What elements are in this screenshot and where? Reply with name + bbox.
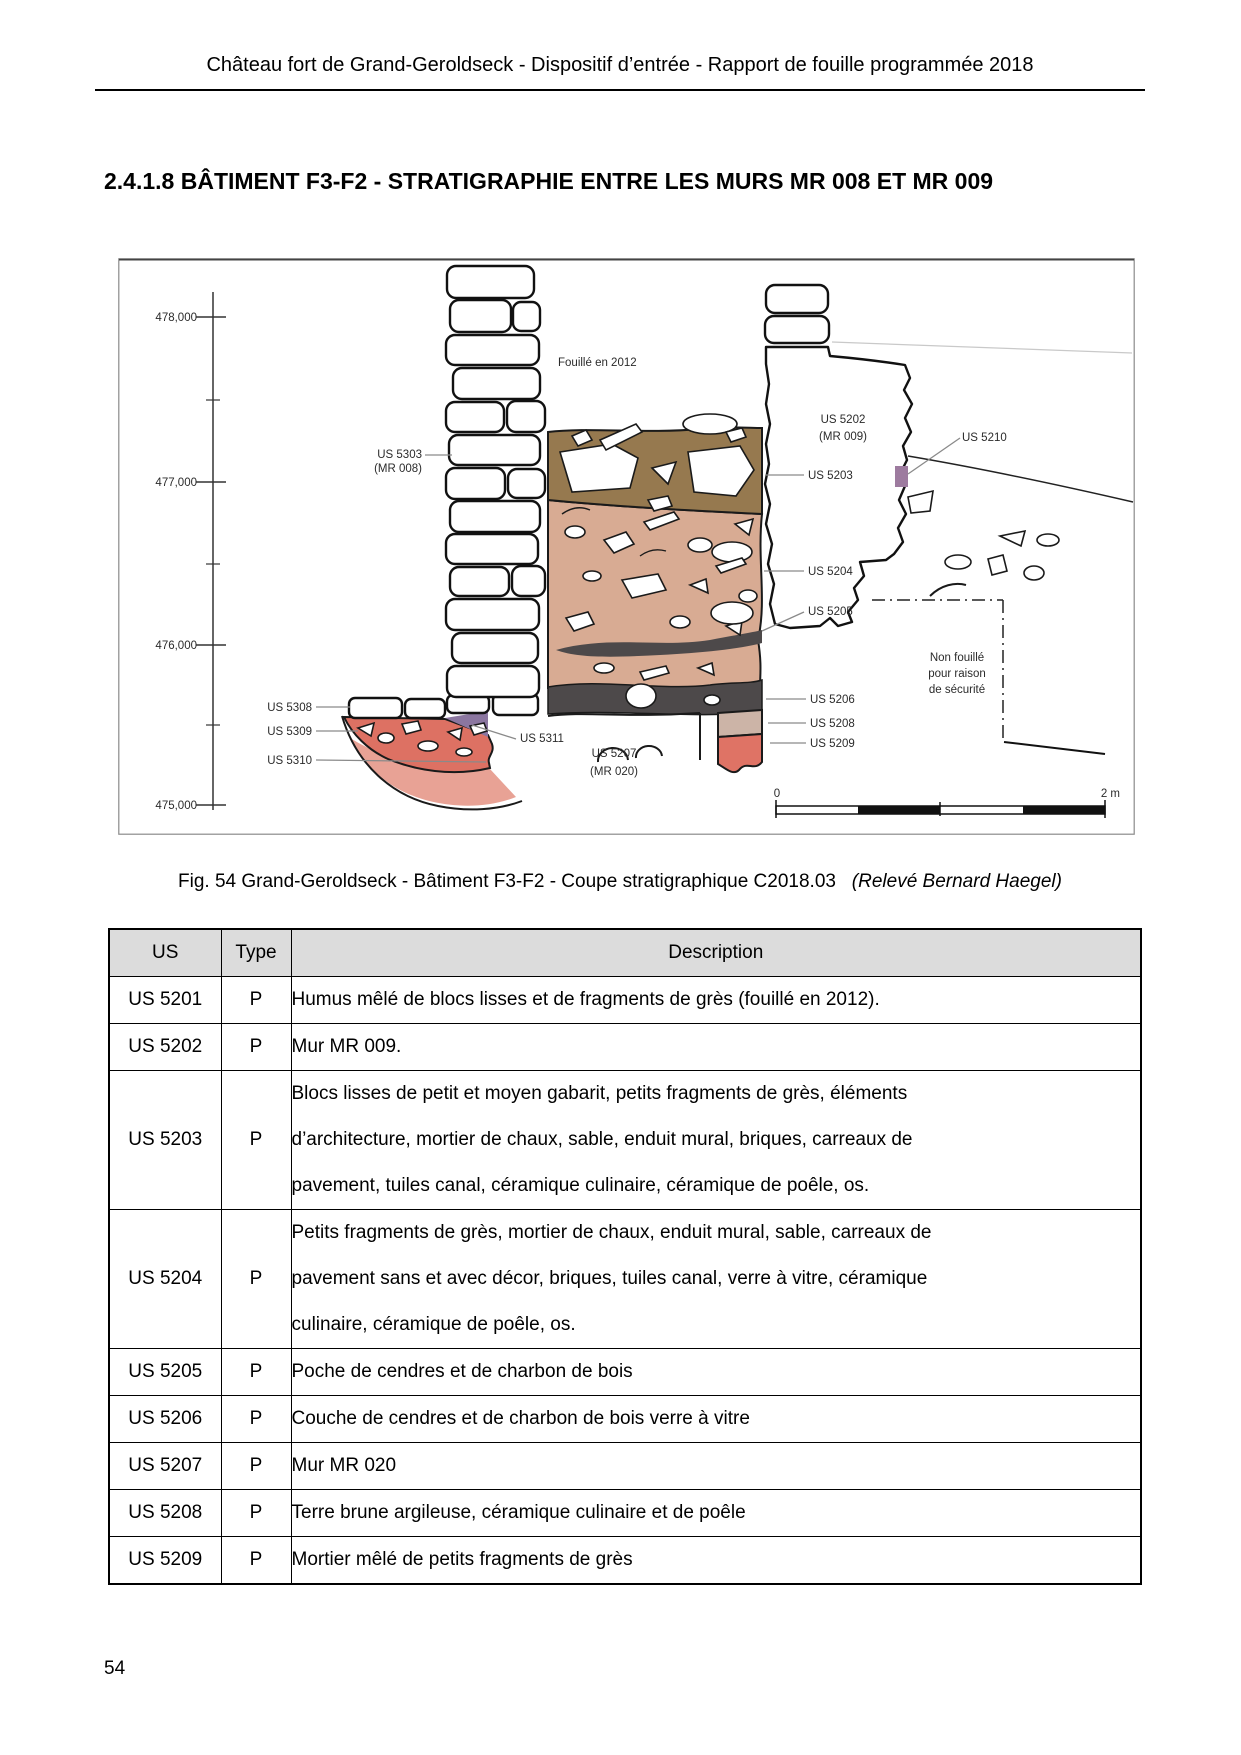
scale-max-label: 2 m <box>1100 788 1120 800</box>
description-cell: Mur MR 009. <box>291 1024 1141 1071</box>
wall-mr008 <box>446 266 545 697</box>
us-cell: US 5207 <box>109 1443 221 1490</box>
table-row <box>109 1024 1141 1071</box>
label-us5204: US 5204 <box>808 566 853 578</box>
us-description-table <box>108 928 1142 1585</box>
type-cell: P <box>221 1071 291 1210</box>
label-us5207: US 5207 <box>591 748 637 760</box>
stratum-us5208 <box>718 710 762 737</box>
elevation-label-476: 476,000 <box>155 640 197 652</box>
us-cell: US 5206 <box>109 1396 221 1443</box>
table-row <box>109 1349 1141 1396</box>
table-row <box>109 1071 1141 1210</box>
running-header: Château fort de Grand-Geroldseck - Dispositif d’entrée - Rapport de fouille programmée 2018 <box>206 54 1034 76</box>
table-header-row <box>109 929 1141 977</box>
description-cell: Couche de cendres et de charbon de bois verre à vitre <box>291 1396 1141 1443</box>
table-row <box>109 1396 1141 1443</box>
table-row <box>109 1490 1141 1537</box>
label-non-fouille-3: de sécurité <box>928 684 986 696</box>
label-us5205: US 5205 <box>808 606 853 618</box>
description-cell: Mortier mêlé de petits fragments de grès <box>291 1537 1141 1585</box>
type-cell: P <box>221 1443 291 1490</box>
label-us5202: US 5202 <box>820 414 866 426</box>
stratum-us5210 <box>895 466 908 487</box>
us-cell: US 5201 <box>109 977 221 1024</box>
label-mr009: (MR 009) <box>819 431 867 443</box>
us-cell: US 5205 <box>109 1349 221 1396</box>
scale-zero-label: 0 <box>773 788 781 800</box>
table-row <box>109 1210 1141 1349</box>
figure-caption-credit: (Relevé Bernard Haegel) <box>851 871 1062 892</box>
label-us5203: US 5203 <box>808 470 853 482</box>
us-cell: US 5203 <box>109 1071 221 1210</box>
section-heading: 2.4.1.8 BÂTIMENT F3-F2 - STRATIGRAPHIE ENTRE LES MURS MR 008 ET MR 009 <box>104 168 994 194</box>
label-us5209: US 5209 <box>810 738 855 750</box>
label-mr008: (MR 008) <box>374 463 422 475</box>
us-cell: US 5208 <box>109 1490 221 1537</box>
stratigraphic-section-figure <box>118 258 1135 835</box>
type-cell: P <box>221 1349 291 1396</box>
description-cell: Poche de cendres et de charbon de bois <box>291 1349 1141 1396</box>
label-fouille-2012: Fouillé en 2012 <box>558 357 637 369</box>
label-non-fouille-1: Non fouillé <box>929 652 985 664</box>
label-us5308: US 5308 <box>267 702 312 714</box>
label-us5309: US 5309 <box>267 726 312 738</box>
column-header-us: US <box>109 929 221 977</box>
type-cell: P <box>221 1490 291 1537</box>
description-cell: Blocs lisses de petit et moyen gabarit, petits fragments de grès, éléments d’architecture, mortier de chaux, sable, enduit mural, briques, carreaux de pavement, tuiles canal, céramique culinaire, céramique de poêle, os. <box>291 1071 1141 1210</box>
figure-caption <box>95 871 1145 893</box>
label-mr020: (MR 020) <box>590 766 638 778</box>
label-us5206: US 5206 <box>810 694 855 706</box>
label-us5311: US 5311 <box>520 733 564 745</box>
table-row <box>109 1443 1141 1490</box>
type-cell: P <box>221 1210 291 1349</box>
elevation-label-477: 477,000 <box>155 477 197 489</box>
type-cell: P <box>221 1537 291 1585</box>
description-cell: Humus mêlé de blocs lisses et de fragments de grès (fouillé en 2012). <box>291 977 1141 1024</box>
table-row <box>109 1537 1141 1585</box>
label-non-fouille-2: pour raison <box>928 668 986 680</box>
description-cell: Mur MR 020 <box>291 1443 1141 1490</box>
type-cell: P <box>221 1024 291 1071</box>
column-header-description: Description <box>291 929 1141 977</box>
type-cell: P <box>221 1396 291 1443</box>
elevation-label-475: 475,000 <box>155 800 197 812</box>
elevation-label-478: 478,000 <box>155 312 197 324</box>
column-header-type: Type <box>221 929 291 977</box>
us-cell: US 5209 <box>109 1537 221 1585</box>
header-rule <box>95 89 1145 91</box>
label-us5210: US 5210 <box>962 432 1007 444</box>
figure-caption-text: Fig. 54 Grand-Geroldseck - Bâtiment F3-F2 - Coupe stratigraphique C2018.03 <box>178 871 836 892</box>
us-cell: US 5204 <box>109 1210 221 1349</box>
label-us5208: US 5208 <box>810 718 855 730</box>
table-row <box>109 977 1141 1024</box>
label-us5310: US 5310 <box>267 755 312 767</box>
stratum-us5209 <box>718 734 762 772</box>
description-cell: Terre brune argileuse, céramique culinaire et de poêle <box>291 1490 1141 1537</box>
type-cell: P <box>221 977 291 1024</box>
label-us5303: US 5303 <box>377 449 422 461</box>
description-cell: Petits fragments de grès, mortier de chaux, enduit mural, sable, carreaux de pavement sans et avec décor, briques, tuiles canal, verre à vitre, céramique culinaire, céramique de poêle, os. <box>291 1210 1141 1349</box>
us-cell: US 5202 <box>109 1024 221 1071</box>
page-number: 54 <box>104 1658 126 1679</box>
